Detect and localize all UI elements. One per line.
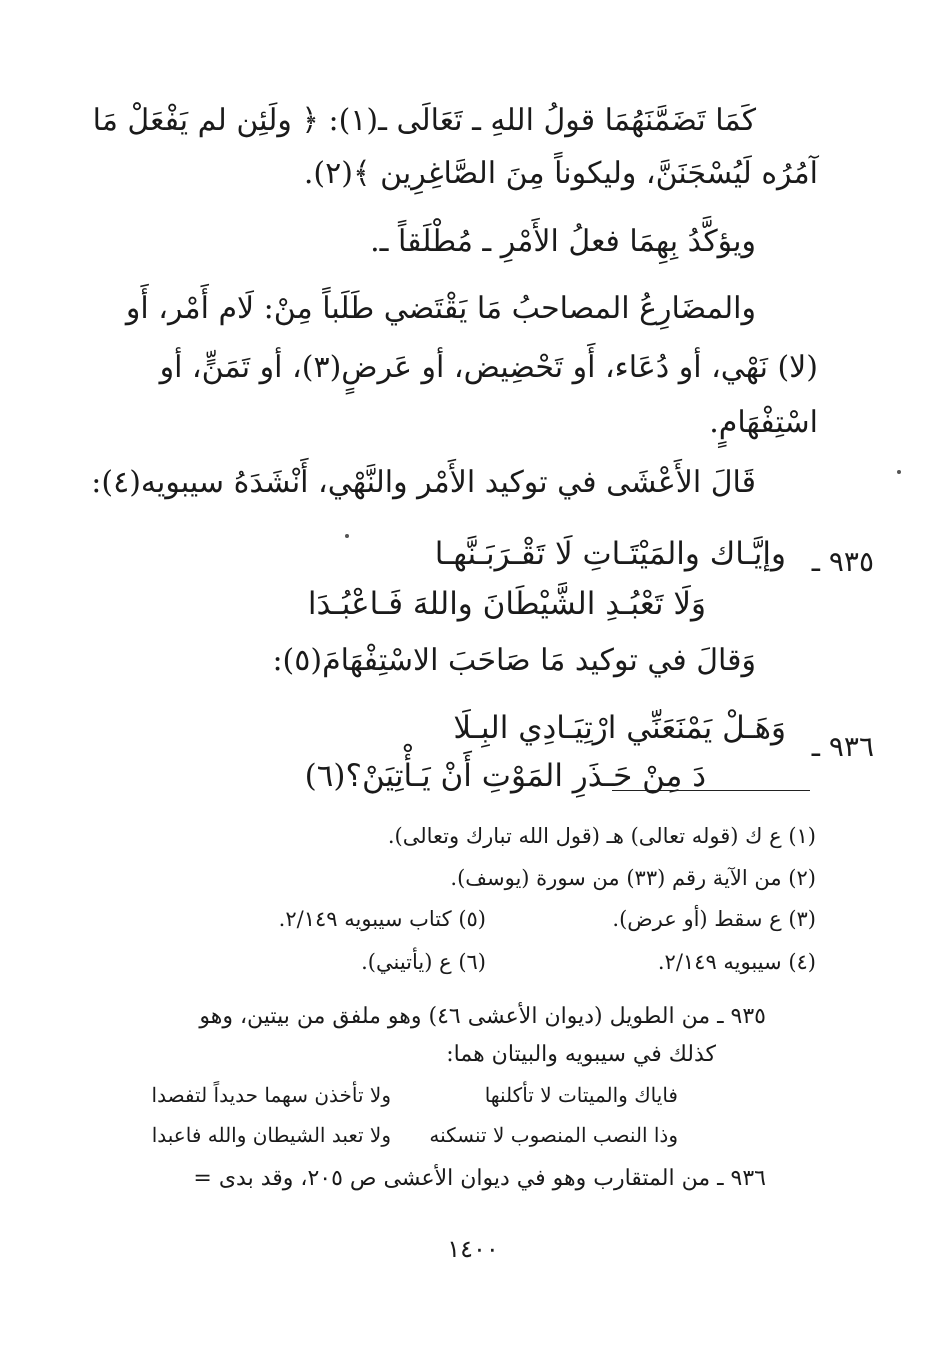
- note-935-line-1: ٩٣٥ ـ من الطويل (ديوان الأعشى ٤٦) وهو ملفق من بيتين، وهو: [199, 1004, 766, 1029]
- interlude-line: وَقالَ في توكيد مَا صَاحَبَ الاسْتِفْهَامَ(٥):: [272, 643, 756, 678]
- text-line-4: والمضَارِعُ المصاحبُ مَا يَقْتَضي طَلَباً مِنْ: لَام أَمْر، أَو: [125, 291, 756, 326]
- text-line-2: آمُرُه لَيُسْجَنَنَّ، وليكوناً مِنَ الصَّاغِرِين ﴾(٢).: [303, 156, 818, 191]
- note-935-line-2: كذلك في سيبويه والبيتان هما:: [446, 1042, 716, 1067]
- footnote-1: (١) ع ك (قوله تعالى) هـ (قول الله تبارك وتعالى).: [387, 824, 816, 848]
- text-line-5: (لا) نَهْي، أو دُعَاء، أَو تَحْضِيض، أو عَرضٍ(٣)، أو تَمَنٍّ، أو: [159, 350, 818, 385]
- note-verse-1-second: ولا تأخذن سهما حديداً لتفصدا: [151, 1083, 391, 1107]
- footnote-2: (٢) من الآية رقم (٣٣) من سورة (يوسف).: [450, 866, 816, 890]
- note-verse-1-first: فاياك والميتات لا تأكلنها: [484, 1083, 678, 1107]
- verse-935-first-hemistich: وإيَّـاك والمَيْتَـاتِ لَا تَقْـرَبَـنَّهـا: [434, 536, 786, 572]
- verse-935-second-hemistich: وَلَا تَعْبُـدِ الشَّيْطَانَ واللهَ فَـاعْبُـدَا: [307, 586, 706, 622]
- scan-speck: [897, 470, 901, 474]
- scan-speck: [345, 534, 349, 538]
- text-line-1: كَمَا تَضَمَّنَهُمَا قولُ اللهِ ـ تَعَالَى ـ(١): ﴿ ولَئِن لم يَفْعَلْ مَا: [92, 103, 756, 138]
- footnote-5: (٥) كتاب سيبويه ٢/١٤٩.: [278, 907, 486, 931]
- note-verse-2-second: ولا تعبد الشيطان والله فاعبدا: [151, 1123, 391, 1147]
- text-line-3: ويؤكَّدُ بِهِمَا فعلُ الأَمْرِ ـ مُطْلَقاً ـ.: [370, 224, 756, 259]
- note-verse-2-first: وذا النصب المنصوب لا تنسكنه: [429, 1123, 678, 1147]
- note-936-line-1: ٩٣٦ ـ من المتقارب وهو في ديوان الأعشى ص ٢٠٥، وقد بدى =: [193, 1166, 766, 1191]
- footnote-3: (٣) ع سقط (أو عرض).: [612, 907, 816, 931]
- page-number: ١٤٠٠: [447, 1235, 499, 1263]
- footnote-separator: [612, 790, 810, 791]
- text-line-6: اسْتِفْهَامٍ.: [709, 405, 818, 440]
- verse-number-936: ٩٣٦ ـ: [811, 730, 874, 763]
- text-line-7: قَالَ الأَعْشَى في توكيد الأَمْر والنَّهْي، أَنْشَدَهُ سيبويه(٤):: [91, 465, 756, 500]
- verse-936-first-hemistich: وَهَـلْ يَمْنَعَنِّي ارْتِيَـادِي البِـلَا: [453, 710, 786, 746]
- verse-936-second-hemistich: دَ مِنْ حَـذَرِ المَوْتِ أَنْ يَـأْتِيَنْ؟(٦): [304, 758, 706, 794]
- footnote-6: (٦) ع (يأتيني).: [361, 950, 486, 974]
- verse-number-935: ٩٣٥ ـ: [811, 545, 874, 578]
- footnote-4: (٤) سيبويه ٢/١٤٩.: [657, 950, 816, 974]
